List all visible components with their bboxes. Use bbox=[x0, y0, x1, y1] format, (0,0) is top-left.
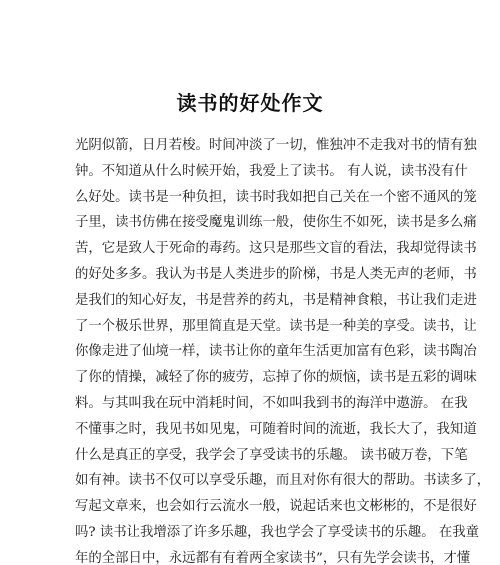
text-line: 么好处。读书是一种负担，读书时我如把自己关在一个密不通风的笼 bbox=[75, 189, 477, 205]
text-line: 了一个极乐世界，那里简直是天堂。读书是一种美的享受。读书，让 bbox=[75, 318, 477, 334]
text-line: 的好处多多。我认为书是人类进步的阶梯，书是人类无声的老师，书 bbox=[75, 266, 477, 282]
text-line: 吗? 读书让我增添了许多乐趣，我也学会了享受读书的乐趣。 在我童 bbox=[75, 524, 480, 540]
text-line: 料。与其叫我在玩中消耗时间，不如叫我到书的海洋中遨游。 在我 bbox=[75, 395, 468, 411]
text-line: 什么是真正的享受，我学会了享受读书的乐趣。 读书破万卷，下笔 bbox=[75, 447, 468, 463]
text-line: 了你的情操，减轻了你的疲劳，忘掉了你的烦恼，读书是五彩的调味 bbox=[75, 370, 477, 386]
text-line: 光阴似箭，日月若梭。时间冲淡了一切，惟独冲不走我对书的情有独 bbox=[75, 138, 477, 153]
essay-title: 读书的好处作文 bbox=[176, 91, 324, 115]
text-line: 钟。不知道从什么时候开始，我爱上了读书。 有人说，读书没有什 bbox=[75, 163, 468, 179]
text-line: 子里，读书仿佛在接受魔鬼训练一般，使你生不如死，读书是多么痛 bbox=[75, 215, 477, 231]
text-line: 是我们的知心好友，书是营养的药丸，书是精神食粮，书让我们走进 bbox=[75, 292, 477, 308]
text-line: 写起文章来，也会如行云流水一般，说起话来也文彬彬的，不是很好 bbox=[75, 499, 477, 515]
text-line: 你像走进了仙境一样，读书让你的童年生活更加富有色彩，读书陶冶 bbox=[75, 344, 477, 360]
text-line: 苦，它是致人于死命的毒药。这只是那些文盲的看法，我却觉得读书 bbox=[75, 241, 477, 257]
text-line: 年的全部日中，永远都有有着两全家读书”，只有先学会读书，才懂 bbox=[75, 550, 471, 565]
text-line: 如有神。读书不仅可以享受乐趣，而且对你有很大的帮助。书读多了， bbox=[75, 473, 491, 489]
text-line: 不懂事之时，我见书如见鬼，可随着时间的流逝，我长大了，我知道 bbox=[75, 421, 477, 437]
essay-body bbox=[75, 133, 491, 565]
